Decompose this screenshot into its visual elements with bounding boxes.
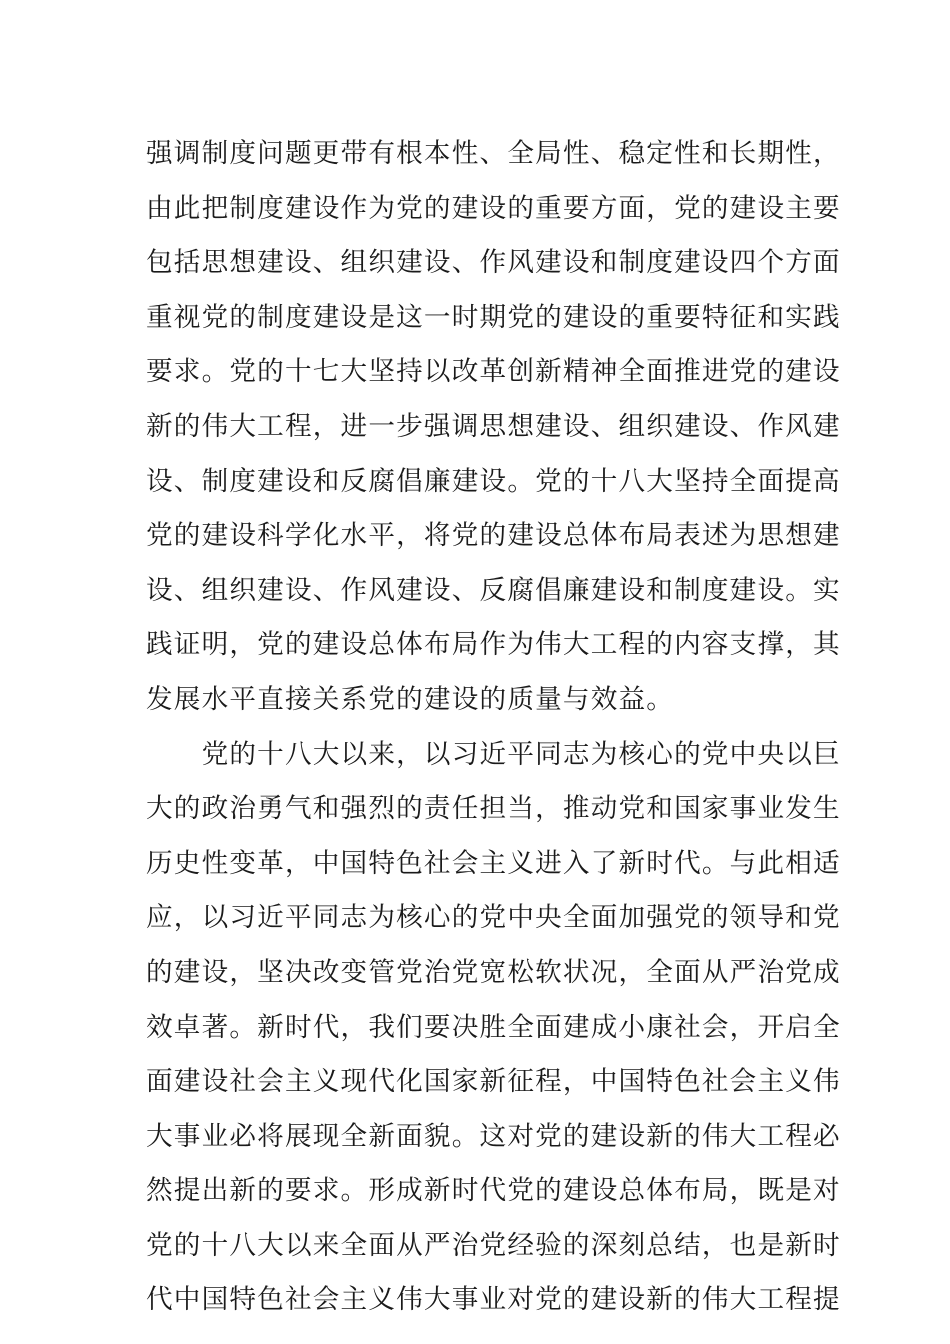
text-line: 发展水平直接关系党的建设的质量与效益。 bbox=[146, 683, 675, 715]
text-line: 的建设，坚决改变管党治党宽松软状况，全面从严治党成 bbox=[146, 956, 841, 988]
text-line: 重视党的制度建设是这一时期党的建设的重要特征和实践 bbox=[146, 301, 841, 333]
text-line: 由此把制度建设作为党的建设的重要方面，党的建设主要 bbox=[146, 192, 841, 224]
text-line: 历史性变革，中国特色社会主义进入了新时代。与此相适 bbox=[146, 847, 841, 879]
text-line: 党的十八大以来全面从严治党经验的深刻总结，也是新时 bbox=[146, 1229, 841, 1261]
text-line: 代中国特色社会主义伟大事业对党的建设新的伟大工程提 bbox=[146, 1284, 841, 1316]
text-line: 党的建设科学化水平，将党的建设总体布局表述为思想建 bbox=[146, 520, 841, 552]
text-line: 强调制度问题更带有根本性、全局性、稳定性和长期性， bbox=[146, 138, 841, 169]
text-line: 然提出新的要求。形成新时代党的建设总体布局，既是对 bbox=[146, 1175, 841, 1207]
text-line: 设、制度建设和反腐倡廉建设。党的十八大坚持全面提高 bbox=[146, 465, 841, 497]
text-line: 新的伟大工程，进一步强调思想建设、组织建设、作风建 bbox=[146, 410, 841, 442]
text-line: 践证明，党的建设总体布局作为伟大工程的内容支撑，其 bbox=[146, 629, 841, 661]
text-line: 党的十八大以来，以习近平同志为核心的党中央以巨 bbox=[146, 738, 841, 770]
text-line: 面建设社会主义现代化国家新征程，中国特色社会主义伟 bbox=[146, 1066, 841, 1098]
text-line: 大事业必将展现全新面貌。这对党的建设新的伟大工程必 bbox=[146, 1120, 841, 1152]
text-line: 大的政治勇气和强烈的责任担当，推动党和国家事业发生 bbox=[146, 793, 841, 825]
text-line: 要求。党的十七大坚持以改革创新精神全面推进党的建设 bbox=[146, 356, 841, 388]
body-text bbox=[146, 127, 841, 1328]
text-line: 包括思想建设、组织建设、作风建设和制度建设四个方面 bbox=[146, 247, 841, 279]
text-line: 效卓著。新时代，我们要决胜全面建成小康社会，开启全 bbox=[146, 1011, 841, 1043]
text-line: 设、组织建设、作风建设、反腐倡廉建设和制度建设。实 bbox=[146, 574, 841, 606]
text-line: 应，以习近平同志为核心的党中央全面加强党的领导和党 bbox=[146, 902, 841, 934]
